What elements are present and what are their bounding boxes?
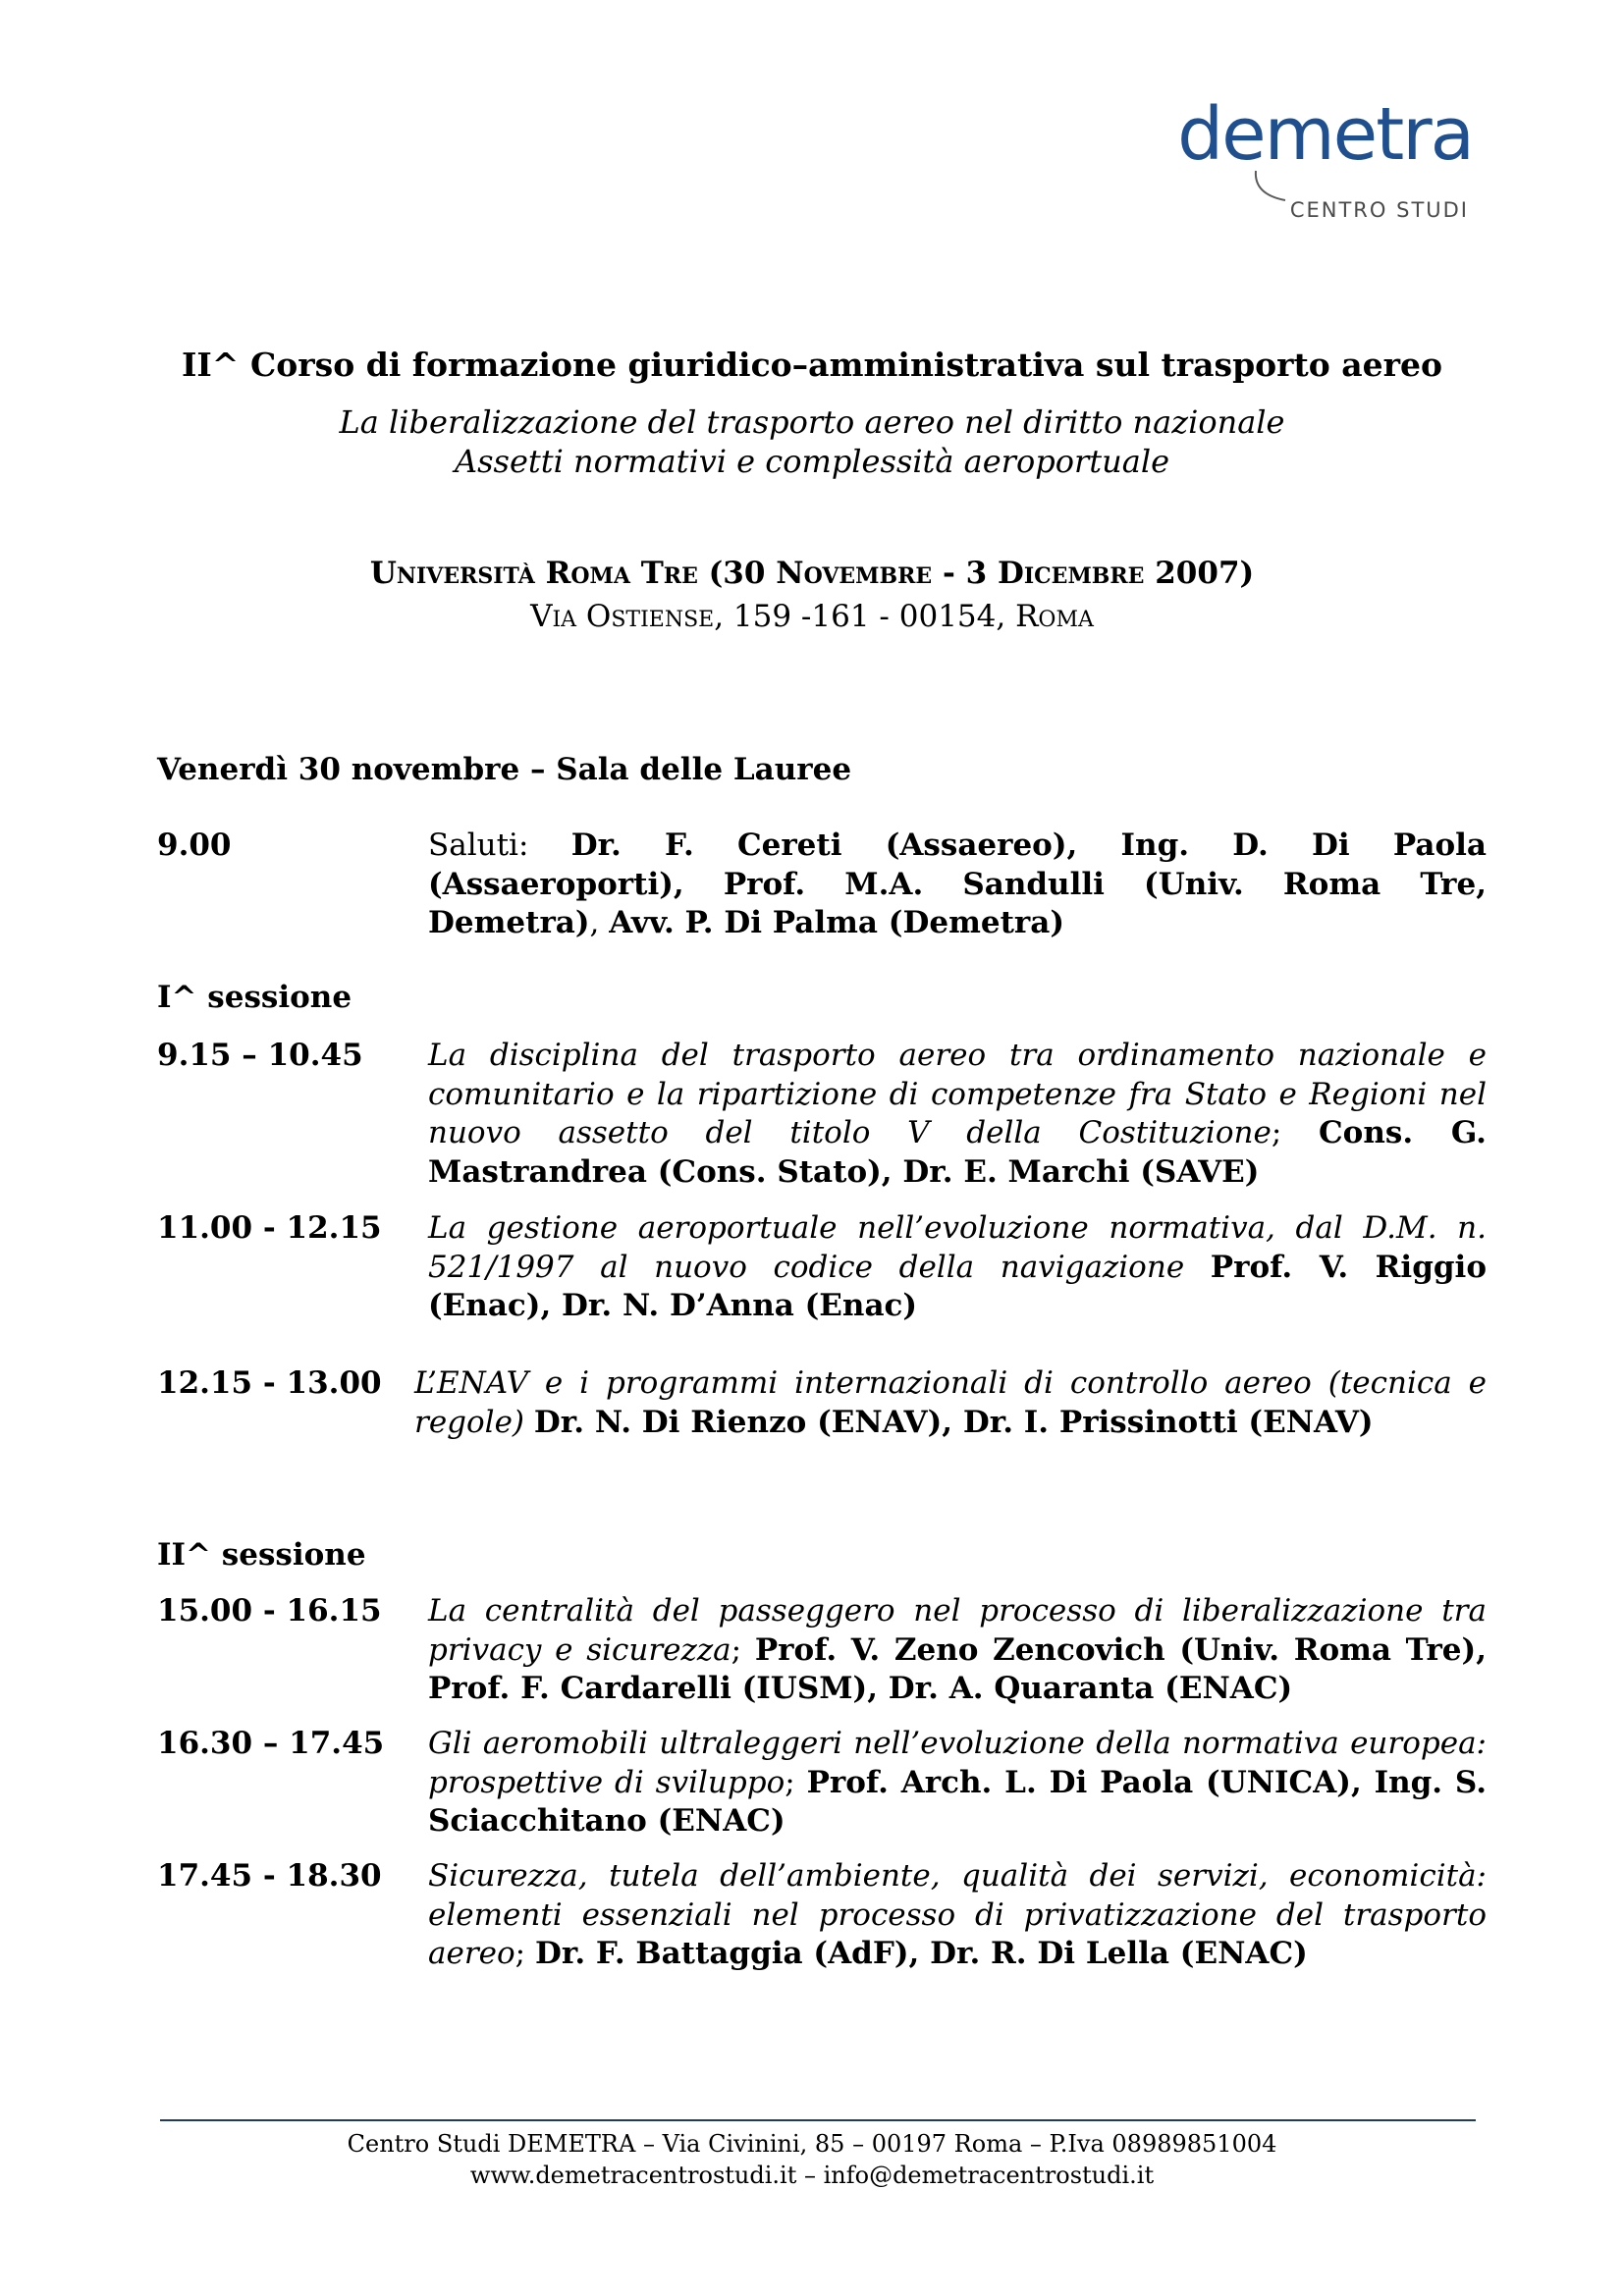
agenda-speakers: Dr. N. Di Rienzo (ENAV), Dr. I. Prissinotti (ENAV): [533, 1404, 1374, 1440]
welcome-label: Saluti:: [428, 828, 571, 863]
agenda-time: 9.00: [157, 828, 232, 863]
agenda-description: [414, 1364, 1487, 1442]
separator: ;: [1271, 1115, 1319, 1150]
separator: ;: [514, 1936, 535, 1971]
agenda-speakers: Prof. V. Zeno Zencovich (Univ. Roma Tre), Prof. F. Cardarelli (IUSM), Dr. A. Quaranta (ENAC): [428, 1631, 1487, 1706]
address: Via Ostiense, 159 -161 - 00154, Roma: [530, 599, 1094, 634]
separator: [524, 1405, 534, 1440]
agenda-description: [428, 1592, 1487, 1709]
agenda-time: 16.30 – 17.45: [157, 1726, 385, 1761]
footer-address: Centro Studi DEMETRA – Via Civinini, 85 – 00197 Roma – P.Iva 08989851004: [347, 2130, 1277, 2158]
logo-subtitle: CENTRO STUDI: [1289, 198, 1469, 222]
agenda-topic: Sicurezza, tutela dell’ambiente, qualità dei servizi, economicità: elementi essenziali nel processo di privatizzazione del trasporto aereo: [428, 1858, 1487, 1971]
day-heading: Venerdì 30 novembre – Sala delle Lauree: [157, 752, 852, 787]
agenda-speakers: Prof. V. Riggio (Enac), Dr. N. D’Anna (Enac): [428, 1249, 1488, 1323]
agenda-topic: La gestione aeroportuale nell’evoluzione normativa, dal D.M. n. 521/1997 al nuovo codice della navigazione: [428, 1210, 1487, 1285]
agenda-description: [428, 1037, 1487, 1192]
agenda-speakers: Prof. Arch. L. Di Paola (UNICA), Ing. S. Sciacchitano (ENAC): [428, 1764, 1487, 1839]
subtitle-line-1: La liberalizzazione del trasporto aereo nel diritto nazionale: [339, 403, 1285, 441]
agenda-time: 12.15 - 13.00: [157, 1365, 382, 1401]
separator: ,: [589, 905, 610, 940]
separator: ;: [731, 1631, 755, 1668]
separator: ;: [785, 1764, 807, 1800]
agenda-topic: La centralità del passeggero nel processo di liberalizzazione tra privacy e sicurezza: [428, 1593, 1487, 1668]
agenda-time: 17.45 - 18.30: [157, 1858, 382, 1894]
agenda-time: 11.00 - 12.15: [157, 1210, 382, 1246]
agenda-time: 15.00 - 16.15: [157, 1593, 382, 1629]
logo-wordmark: demetra: [1177, 92, 1473, 177]
demetra-logo: [1159, 92, 1473, 236]
agenda-topic: Gli aeromobili ultraleggeri nell’evoluzione della normativa europea: prospettive di sviluppo: [428, 1726, 1487, 1800]
course-title: II^ Corso di formazione giuridico–amministrativa sul trasporto aereo: [181, 346, 1443, 384]
logo-swoosh-icon: [1252, 169, 1291, 208]
welcome-speakers: Dr. F. Cereti (Assaereo), Ing. D. Di Paola (Assaeroporti), Prof. M.A. Sandulli (Univ. Roma Tre, Demetra): [428, 828, 1487, 940]
course-subtitle: [0, 402, 1624, 481]
agenda-topic: La disciplina del trasporto aereo tra ordinamento nazionale e comunitario e la ripartizione di competenze fra Stato e Regioni nel nuovo assetto del titolo V della Costituzione: [428, 1038, 1487, 1150]
agenda-speakers: Dr. F. Battaggia (AdF), Dr. R. Di Lella (ENAC): [534, 1936, 1308, 1971]
agenda-description: [428, 827, 1487, 943]
session-heading: II^ sessione: [157, 1537, 366, 1573]
agenda-description: [428, 1209, 1487, 1326]
subtitle-line-2: Assetti normativi e complessità aeroportuale: [454, 443, 1169, 480]
welcome-speakers: Avv. P. Di Palma (Demetra): [609, 905, 1064, 940]
agenda-description: [428, 1857, 1487, 1974]
agenda-speakers: Cons. G. Mastrandrea (Cons. Stato), Dr. E. Marchi (SAVE): [428, 1115, 1487, 1190]
agenda-time: 9.15 – 10.45: [157, 1038, 363, 1073]
separator: [1184, 1250, 1211, 1285]
venue: Università Roma Tre (30 Novembre - 3 Dicembre 2007): [369, 556, 1255, 591]
agenda-description: [428, 1725, 1487, 1842]
footer-contacts: www.demetracentrostudi.it – info@demetracentrostudi.it: [469, 2162, 1155, 2189]
footer-divider: [160, 2119, 1476, 2121]
agenda-topic: L’ENAV e i programmi internazionali di controllo aereo (tecnica e regole): [414, 1365, 1487, 1440]
session-heading: I^ sessione: [157, 980, 352, 1015]
